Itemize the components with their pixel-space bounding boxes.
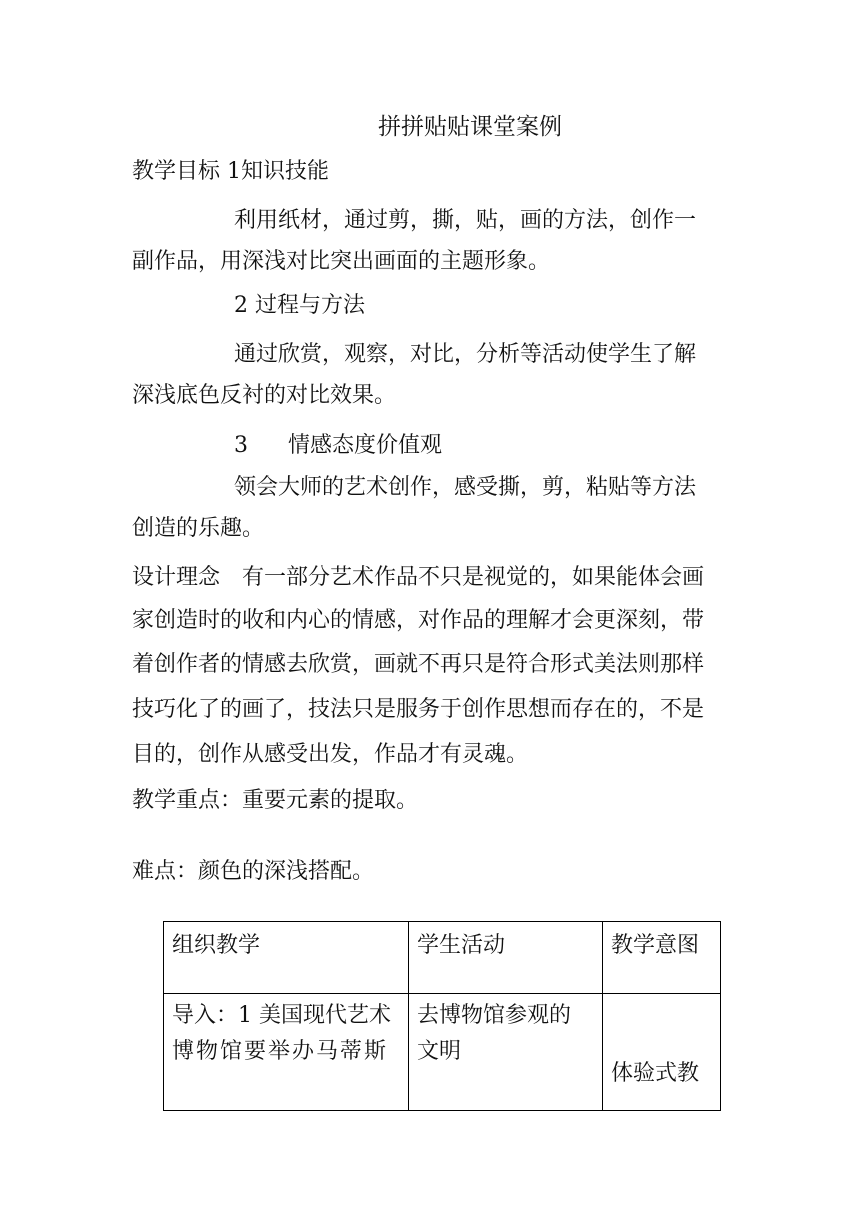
cell-student-activity [409,994,603,1111]
table-row [164,994,721,1111]
design-line-2: 家创造时的收和内心的情感，对作品的理解才会更深刻，带 [132,608,705,633]
header-organize: 组织教学 [164,922,409,994]
design-line-5: 目的，创作从感受出发，作品才有灵魂。 [132,742,529,767]
goal-1-title: 知识技能 [241,159,330,184]
design-label: 设计理念 [132,565,221,590]
goal-1-text-line-2: 副作品，用深浅对比突出画面的主题形象。 [132,249,551,274]
cell-organize-line-2: 博物馆要举办马蒂斯 [172,1039,389,1064]
goals-label: 教学目标 [132,159,221,184]
goal-3-title: 情感态度价值观 [288,433,443,458]
document-title: 拼拼贴贴课堂案例 [378,114,562,140]
goal-2-text-line-2: 深浅底色反衬的对比效果。 [132,383,397,408]
goal-2-text-line-1: 通过欣赏，观察，对比，分析等活动使学生了解 [234,342,697,367]
design-line-3: 着创作者的情感去欣赏，画就不再只是符合形式美法则那样 [132,652,705,677]
goal-2-title: 2 过程与方法 [234,293,365,318]
goal-3-heading [234,431,730,461]
goal-1-text-line-1: 利用纸材，通过剪，撕，贴，画的方法，创作一 [234,208,697,233]
goals-heading [132,157,730,187]
lesson-table [163,921,721,1111]
design-line-1 [132,563,730,593]
goal-3-number: 3 [234,433,248,458]
difficulty: 难点：颜色的深浅搭配。 [132,859,375,884]
cell-organize-line-1: 导入：1 美国现代艺术 [172,1003,391,1028]
cell-activity-line-2: 文明 [417,1039,462,1064]
table-header-row [164,922,721,994]
header-student-activity: 学生活动 [409,922,603,994]
cell-intent [603,994,721,1111]
goal-3-text-line-1: 领会大师的艺术创作，感受撕，剪，粘贴等方法 [234,475,697,500]
cell-activity-line-1: 去博物馆参观的 [417,1003,572,1028]
design-text-1: 有一部分艺术作品不只是视觉的，如果能体会画 [242,565,705,590]
goal-1-number: 1 [227,159,242,184]
key-point: 教学重点：重要元素的提取。 [132,788,419,813]
cell-organize [164,994,409,1111]
cell-intent-line-1: 体验式教 [611,1061,700,1086]
goal-3-text-line-2: 创造的乐趣。 [132,516,265,541]
header-intent: 教学意图 [603,922,721,994]
design-line-4: 技巧化了的画了，技法只是服务于创作思想而存在的，不是 [132,697,705,722]
